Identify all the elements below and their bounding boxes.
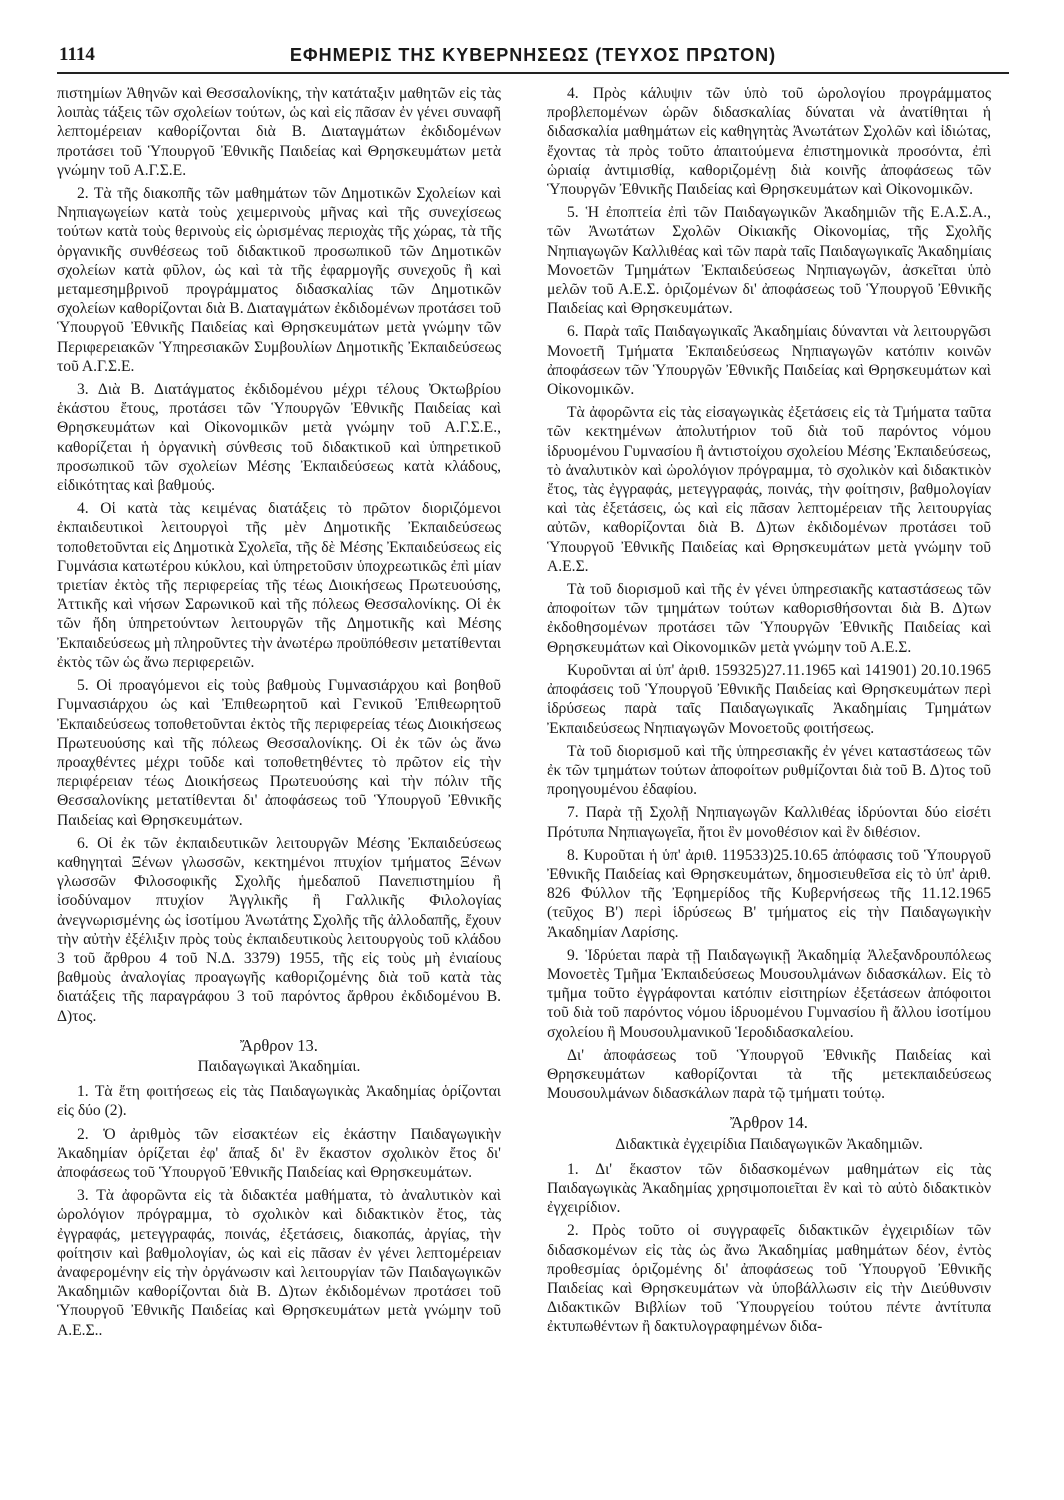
article-13-paragraph-2: 2. Ὁ ἀριθμὸς τῶν εἰσακτέων εἰς ἑκάστην Παιδαγωγικὴν Ἀκαδημίαν ὁρίζεται ἐφ' ἅπαξ δι' ἓν ἕκαστον σχολικὸν ἔτος δι' ἀποφάσεως τοῦ Ὑπουργοῦ Ἐθνικῆς Παιδείας καὶ Θρησκευμάτων.	[57, 1125, 501, 1181]
article-13-paragraph-9b: Δι' ἀποφάσεως τοῦ Ὑπουργοῦ Ἐθνικῆς Παιδείας καὶ Θρησκευμάτων καθορίζονται τὰ τῆς μετεκπαιδεύσεως Μουσουλμάνων διδασκάλων παρὰ τῷ τμήματι τούτῳ.	[547, 1046, 991, 1103]
article-13-paragraph-6b: Τὰ ἀφορῶντα εἰς τὰς εἰσαγωγικὰς ἐξετάσεις εἰς τὰ Τμήματα ταῦτα τῶν κεκτημένων ἀπολυτήριον τοῦ διὰ τοῦ παρόντος νόμου ἱδρυομένου Γυμνασίου ἢ ἀντιστοίχου σχολείου Μέσης Ἐκπαιδεύσεως, τὸ ἀναλυτικὸν καὶ ὡρολόγιον πρόγραμμα, τὸ σχολικὸν καὶ διδακτικὸν ἔτος, τὰς ἐγγραφάς, μετεγγραφάς, ποινάς, τὴν φοίτησιν, βαθμολογίαν καὶ τὰς ἐξετάσεις, ὡς καὶ εἰς πᾶσαν λεπτομέρειαν τῆς λειτουργίας αὐτῶν, καθορίζονται διὰ Β. Δ)των ἐκδιδομένων προτάσει τοῦ Ὑπουργοῦ Ἐθνικῆς Παιδείας καὶ Θρησκευμάτων μετὰ γνώμην τοῦ Α.Ε.Σ.	[547, 404, 991, 575]
article-13-paragraph-6c: Τὰ τοῦ διορισμοῦ καὶ τῆς ἐν γένει ὑπηρεσιακῆς καταστάσεως τῶν ἀποφοίτων τῶν τμημάτων τούτων καθορισθήσονται διὰ Β. Δ)των ἐκδοθησομένων προτάσει τῶν Ὑπουργῶν Ἐθνικῆς Παιδείας καὶ Θρησκευμάτων καὶ Οἰκονομικῶν μετὰ γνώμην τοῦ Α.Ε.Σ.	[547, 581, 991, 656]
paragraph-5: 5. Οἱ προαγόμενοι εἰς τοὺς βαθμοὺς Γυμνασιάρχου καὶ βοηθοῦ Γυμνασιάρχου ὡς καὶ Ἐπιθεωρητοῦ καὶ Γενικοῦ Ἐπιθεωρητοῦ Ἐκπαιδεύσεως τοποθετοῦνται ἐκτὸς τῆς περιφερείας τέως Διοικήσεως Πρωτευούσης καὶ τῆς πόλεως Θεσσαλονίκης. Οἱ ἐκ τῶν ὡς ἄνω προαχθέντες μέχρι τοῦδε καὶ τοποθετηθέντες τὸ πρῶτον εἰς τὴν περιφέρειαν τέως Διοικήσεως Πρωτευούσης καὶ τὴν πόλιν τῆς Θεσσαλονίκης μετατίθενται δι' ἀποφάσεως τοῦ Ὑπουργοῦ Ἐθνικῆς Παιδείας καὶ Θρησκευμάτων.	[57, 677, 501, 829]
article-13-paragraph-4: 4. Πρὸς κάλυψιν τῶν ὑπὸ τοῦ ὡρολογίου προγράμματος προβλεπομένων ὡρῶν διδασκαλίας δύναται νὰ ἀνατίθηται ἡ διδασκαλία μαθημάτων εἰς καθηγητὰς Ἀνωτάτων Σχολῶν καὶ ἰδιώτας, ἔχοντας τὰ πρὸς τοῦτο ἀπαιτούμενα ἐπιστημονικὰ προσόντα, ἐπὶ ὡριαίᾳ ἀντιμισθίᾳ, καθοριζομένῃ διὰ κοινῆς ἀποφάσεως τῶν Ὑπουργῶν Ἐθνικῆς Παιδείας καὶ Θρησκευμάτων καὶ Οἰκονομικῶν.	[547, 85, 991, 199]
left-column	[57, 84, 501, 1344]
article-14-paragraph-1: 1. Δι' ἕκαστον τῶν διδασκομένων μαθημάτων εἰς τὰς Παιδαγωγικὰς Ἀκαδημίας χρησιμοποιεῖται ἓν καὶ τὸ αὐτὸ διδακτικὸν ἐγχειρίδιον.	[547, 1160, 991, 1217]
paragraph-3: 3. Διὰ Β. Διατάγματος ἐκδιδομένου μέχρι τέλους Ὀκτωβρίου ἑκάστου ἔτους, προτάσει τῶν Ὑπουργῶν Ἐθνικῆς Παιδείας καὶ Θρησκευμάτων καὶ Οἰκονομικῶν μετὰ γνώμην τοῦ Α.Γ.Σ.Ε., καθορίζεται ἡ ὀργανικὴ σύνθεσις τοῦ διδακτικοῦ καὶ ὑπηρετικοῦ προσωπικοῦ τῶν σχολείων Μέσης Ἐκπαιδεύσεως κατὰ κλάδους, εἰδικότητας καὶ βαθμούς.	[57, 381, 501, 495]
paragraph-2: 2. Τὰ τῆς διακοπῆς τῶν μαθημάτων τῶν Δημοτικῶν Σχολείων καὶ Νηπιαγωγείων κατὰ τοὺς χειμερινοὺς μῆνας καὶ τῆς συνεχίσεως τούτων κατὰ τοὺς θερινοὺς εἰς ὡρισμένας περιοχὰς τῆς χώρας, τὰ τῆς ὀργανικῆς συνθέσεως τοῦ διδακτικοῦ προσωπικοῦ τῶν Δημοτικῶν σχολείων κατὰ φῦλον, ὡς καὶ τὰ τῆς ἐφαρμογῆς συνεχοῦς ἢ καὶ μεταμεσημβρινοῦ προγράμματος διδασκαλίας τῶν Δημοτικῶν σχολείων καθορίζονται διὰ Β. Διαταγμάτων ἐκδιδομένων προτάσει τοῦ Ὑπουργοῦ Ἐθνικῆς Παιδείας καὶ Θρησκευμάτων μετὰ γνώμην τῶν Περιφερειακῶν Ὑπηρεσιακῶν Συμβουλίων Δημοτικῆς Ἐκπαιδεύσεως τοῦ Α.Γ.Σ.Ε.	[57, 185, 502, 375]
article-13-paragraph-9: 9. Ἱδρύεται παρὰ τῇ Παιδαγωγικῇ Ἀκαδημίᾳ Ἀλεξανδρουπόλεως Μονοετὲς Τμῆμα Ἐκπαιδεύσεως Μουσουλμάνων διδασκάλων. Εἰς τὸ τμῆμα τοῦτο ἐγγράφονται κατόπιν εἰσιτηρίων ἐξετάσεων ἀπόφοιτοι τοῦ διὰ τοῦ παρόντος νόμου ἱδρυομένου Γυμνασίου ἢ ἄλλου ἰσοτίμου σχολείου ἢ Μουσουλμανικοῦ Ἱεροδιδασκαλείου.	[547, 946, 991, 1041]
header-rule	[57, 72, 1009, 74]
article-13-paragraph-8: 8. Κυροῦται ἡ ὑπ' ἀριθ. 119533)25.10.65 ἀπόφασις τοῦ Ὑπουργοῦ Ἐθνικῆς Παιδείας καὶ Θρησκευμάτων, δημοσιευθεῖσα εἰς τὸ ὑπ' ἀριθ. 826 Φύλλον τῆς Ἐφημερίδος τῆς Κυβερνήσεως τῆς 11.12.1965 (τεῦχος Β') περὶ ἱδρύσεως Β' τμήματος εἰς τὴν Παιδαγωγικὴν Ἀκαδημίαν Λαρίσης.	[547, 846, 991, 941]
page-header	[57, 42, 1009, 72]
page-number: 1114	[59, 44, 95, 65]
article-14-heading: Ἄρθρον 14.	[730, 1113, 808, 1133]
gazette-title: ΕΦΗΜΕΡΙΣ ΤΗΣ ΚΥΒΕΡΝΗΣΕΩΣ (ΤΕΥΧΟΣ ΠΡΩΤΟΝ)	[289, 45, 777, 65]
paragraph-continuation: πιστημίων Ἀθηνῶν καὶ Θεσσαλονίκης, τὴν κατάταξιν μαθητῶν εἰς τὰς λοιπὰς τάξεις τῶν σχολείων τούτων, ὡς καὶ εἰς πᾶσαν ἐν γένει συναφῆ λεπτομέρειαν καθορίζονται διὰ Β. Διαταγμάτων ἐκδιδομένων προτάσει τοῦ Ὑπουργοῦ Ἐθνικῆς Παιδείας καὶ Θρησκευμάτων μετὰ γνώμην τοῦ Α.Γ.Σ.Ε.	[57, 85, 501, 179]
article-13-paragraph-6e: Τὰ τοῦ διορισμοῦ καὶ τῆς ὑπηρεσιακῆς ἐν γένει καταστάσεως τῶν ἐκ τῶν τμημάτων τούτων ἀποφοίτων ρυθμίζονται διὰ τοῦ Β. Δ)τος τοῦ προηγουμένου ἐδαφίου.	[547, 742, 991, 799]
article-13-paragraph-3: 3. Τὰ ἀφορῶντα εἰς τὰ διδακτέα μαθήματα, τὸ ἀναλυτικὸν καὶ ὡρολόγιον πρόγραμμα, τὸ σχολικὸν καὶ διδακτικὸν ἔτος, τὰς ἐγγραφάς, μετεγγραφάς, ποινάς, ἐξετάσεις, διακοπάς, ἀργίας, τὴν φοίτησιν καὶ βαθμολογίαν, ὡς καὶ εἰς πᾶσαν ἐν γένει λεπτομέρειαν ἀναφερομένην εἰς τὴν ὀργάνωσιν καὶ λειτουργίαν τῶν Παιδαγωγικῶν Ἀκαδημιῶν καθορίζονται διὰ Β. Δ)των ἐκδιδομένων προτάσει τοῦ Ὑπουργοῦ Ἐθνικῆς Παιδείας καὶ Θρησκευμάτων μετὰ γνώμην τοῦ Α.Ε.Σ..	[57, 1187, 501, 1339]
article-13-paragraph-5: 5. Ἡ ἐποπτεία ἐπὶ τῶν Παιδαγωγικῶν Ἀκαδημιῶν τῆς Ε.Α.Σ.Α., τῶν Ἀνωτάτων Σχολῶν Οἰκιακῆς Οἰκονομίας, τῆς Σχολῆς Νηπιαγωγῶν Καλλιθέας καὶ τῶν παρὰ ταῖς Παιδαγωγικαῖς Ἀκαδημίαις Μονοετῶν Τμημάτων Ἐκπαιδεύσεως Νηπιαγωγῶν, ἀσκεῖται ὑπὸ μελῶν τοῦ Α.Ε.Σ. ὁριζομένων δι' ἀποφάσεως τοῦ Ὑπουργοῦ Ἐθνικῆς Παιδείας καὶ Θρησκευμάτων.	[547, 204, 991, 318]
article-13-paragraph-1: 1. Τὰ ἔτη φοιτήσεως εἰς τὰς Παιδαγωγικὰς Ἀκαδημίας ὁρίζονται εἰς δύο (2).	[57, 1083, 501, 1120]
right-column	[547, 84, 991, 1341]
article-13-heading: Ἄρθρον 13.	[240, 1035, 318, 1055]
article-13-paragraph-6: 6. Παρὰ ταῖς Παιδαγωγικαῖς Ἀκαδημίαις δύνανται νὰ λειτουργῶσι Μονοετῆ Τμήματα Ἐκπαιδεύσεως Νηπιαγωγῶν κατόπιν κοινῶν ἀποφάσεων τῶν Ὑπουργῶν Ἐθνικῆς Παιδείας καὶ Θρησκευμάτων καὶ Οἰκονομικῶν.	[547, 323, 991, 399]
article-13-subtitle: Παιδαγωγικαὶ Ἀκαδημίαι.	[197, 1057, 361, 1075]
article-13-paragraph-6d: Κυροῦνται αἱ ὑπ' ἀριθ. 159325)27.11.1965 καὶ 141901) 20.10.1965 ἀποφάσεις τοῦ Ὑπουργοῦ Ἐθνικῆς Παιδείας καὶ Θρησκευμάτων περὶ ἱδρύσεως παρὰ ταῖς Παιδαγωγικαῖς Ἀκαδημίαις Τμημάτων Ἐκπαιδεύσεως Νηπιαγωγῶν Μονοετοῦς φοιτήσεως.	[547, 661, 991, 737]
paragraph-4: 4. Οἱ κατὰ τὰς κειμένας διατάξεις τὸ πρῶτον διοριζόμενοι ἐκπαιδευτικοὶ λειτουργοὶ τῆς μὲν Δημοτικῆς Ἐκπαιδεύσεως τοποθετοῦνται εἰς Δημοτικὰ Σχολεῖα, τῆς δὲ Μέσης Ἐκπαιδεύσεως εἰς Γυμνάσια κατωτέρου κύκλου, καὶ ὑπηρετοῦσιν ὑποχρεωτικῶς ἐπὶ μίαν τριετίαν ἐκτὸς τῆς περιφερείας τῆς τέως Διοικήσεως Πρωτευούσης, Ἀττικῆς καὶ νήσων Σαρωνικοῦ καὶ τῆς πόλεως Θεσσαλονίκης. Οἱ ἐκ τῶν ἤδη ὑπηρετούντων λειτουργῶν τῆς Δημοτικῆς καὶ Μέσης Ἐκπαιδεύσεως μὴ πληροῦντες τὴν ἀνωτέρω προϋπόθεσιν μετατίθενται ἐκτὸς τῶν ὡς ἄνω περιφερειῶν.	[57, 500, 501, 671]
paragraph-6: 6. Οἱ ἐκ τῶν ἐκπαιδευτικῶν λειτουργῶν Μέσης Ἐκπαιδεύσεως καθηγηταὶ Ξένων γλωσσῶν, κεκτημένοι πτυχίον τμήματος Ξένων γλωσσῶν Φιλοσοφικῆς Σχολῆς ἡμεδαποῦ Πανεπιστημίου ἢ ἰσοδύναμον πτυχίον Ἀγγλικῆς ἢ Γαλλικῆς Φιλολογίας ἀνεγνωρισμένης ὡς ἰσοτίμου Ἀνωτάτης Σχολῆς τῆς ἀλλοδαπῆς, ἔχουν τὴν αὐτὴν ἐξέλιξιν πρὸς τοὺς ἐκπαιδευτικοὺς λειτουργοὺς τοῦ κλάδου 3 τοῦ ἄρθρου 4 τοῦ Ν.Δ. 3379) 1955, τῆς εἰς τοὺς μὴ ἐνιαίους βαθμοὺς ἀναλογίας προαγωγῆς καθοριζομένης διὰ τοῦ κατὰ τὰς διατάξεις τῆς παραγράφου 3 τοῦ παρόντος ἄρθρου ἐκδιδομένου Β. Δ)τος.	[57, 834, 501, 1025]
article-14-subtitle: Διδακτικὰ ἐγχειρίδια Παιδαγωγικῶν Ἀκαδημιῶν.	[615, 1135, 923, 1153]
article-14-paragraph-2: 2. Πρὸς τοῦτο οἱ συγγραφεῖς διδακτικῶν ἐγχειριδίων τῶν διδασκομένων εἰς τὰς ὡς ἄνω Ἀκαδημίας μαθημάτων δέον, ἐντὸς προθεσμίας ὁριζομένης δι' ἀποφάσεως τοῦ Ὑπουργοῦ Ἐθνικῆς Παιδείας καὶ Θρησκευμάτων νὰ ὑποβάλλωσιν εἰς τὴν Διεύθυνσιν Διδακτικῶν Βιβλίων τοῦ Ὑπουργείου τούτου πέντε ἀντίτυπα ἐκτυπωθέντων ἢ δακτυλογραφημένων διδα-	[547, 1222, 991, 1336]
article-13-paragraph-7: 7. Παρὰ τῇ Σχολῇ Νηπιαγωγῶν Καλλιθέας ἱδρύονται δύο εἰσέτι Πρότυπα Νηπιαγωγεῖα, ἤτοι ἓν μονοθέσιον καὶ ἓν διθέσιον.	[547, 804, 991, 841]
